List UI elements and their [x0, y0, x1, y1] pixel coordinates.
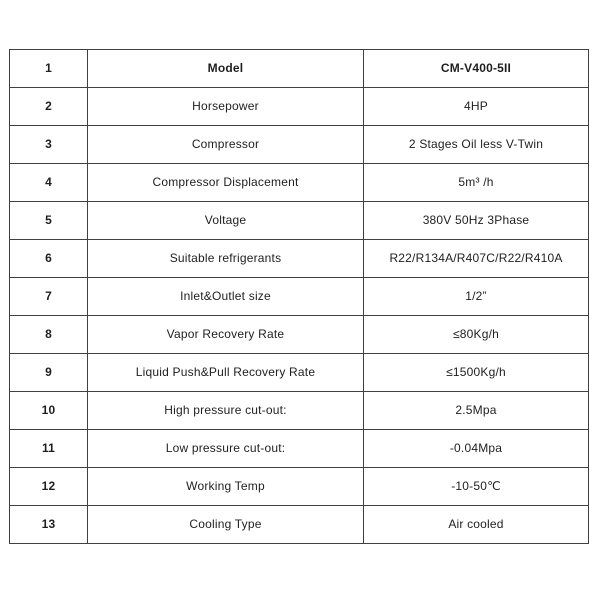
spec-label-cell: Low pressure cut-out:	[88, 430, 364, 468]
row-number-cell: 7	[10, 278, 88, 316]
spec-label-cell: Compressor Displacement	[88, 164, 364, 202]
spec-label-cell: Model	[88, 50, 364, 88]
spec-value-cell: 4HP	[364, 88, 589, 126]
spec-value-cell: 1/2”	[364, 278, 589, 316]
table-row	[10, 88, 589, 126]
spec-value-cell: -0.04Mpa	[364, 430, 589, 468]
table-row	[10, 240, 589, 278]
spec-label-cell: Liquid Push&Pull Recovery Rate	[88, 354, 364, 392]
row-number-cell: 12	[10, 468, 88, 506]
row-number-cell: 10	[10, 392, 88, 430]
spec-value-cell: 380V 50Hz 3Phase	[364, 202, 589, 240]
spec-label-cell: Voltage	[88, 202, 364, 240]
spec-value-cell: 2.5Mpa	[364, 392, 589, 430]
spec-label-cell: Working Temp	[88, 468, 364, 506]
row-number-cell: 8	[10, 316, 88, 354]
row-number-cell: 4	[10, 164, 88, 202]
spec-value-cell: 5m³ /h	[364, 164, 589, 202]
spec-label-cell: High pressure cut-out:	[88, 392, 364, 430]
row-number-cell: 13	[10, 506, 88, 544]
row-number-cell: 11	[10, 430, 88, 468]
row-number-cell: 6	[10, 240, 88, 278]
table-row	[10, 506, 589, 544]
table-row	[10, 468, 589, 506]
spec-label-cell: Suitable refrigerants	[88, 240, 364, 278]
table-row	[10, 202, 589, 240]
table-row	[10, 316, 589, 354]
table-row	[10, 50, 589, 88]
spec-label-cell: Cooling Type	[88, 506, 364, 544]
spec-value-cell: 2 Stages Oil less V-Twin	[364, 126, 589, 164]
table-row	[10, 354, 589, 392]
row-number-cell: 1	[10, 50, 88, 88]
spec-label-cell: Compressor	[88, 126, 364, 164]
row-number-cell: 3	[10, 126, 88, 164]
table-row	[10, 126, 589, 164]
spec-value-cell: ≤1500Kg/h	[364, 354, 589, 392]
spec-value-cell: ≤80Kg/h	[364, 316, 589, 354]
table-row	[10, 164, 589, 202]
spec-label-cell: Vapor Recovery Rate	[88, 316, 364, 354]
spec-value-cell: Air cooled	[364, 506, 589, 544]
spec-value-cell: R22/R134A/R407C/R22/R410A	[364, 240, 589, 278]
spec-label-cell: Horsepower	[88, 88, 364, 126]
row-number-cell: 2	[10, 88, 88, 126]
row-number-cell: 9	[10, 354, 88, 392]
spec-value-cell: CM-V400-5II	[364, 50, 589, 88]
spec-label-cell: Inlet&Outlet size	[88, 278, 364, 316]
row-number-cell: 5	[10, 202, 88, 240]
spec-table	[9, 49, 589, 544]
table-row	[10, 278, 589, 316]
table-row	[10, 430, 589, 468]
spec-value-cell: -10-50℃	[364, 468, 589, 506]
table-row	[10, 392, 589, 430]
